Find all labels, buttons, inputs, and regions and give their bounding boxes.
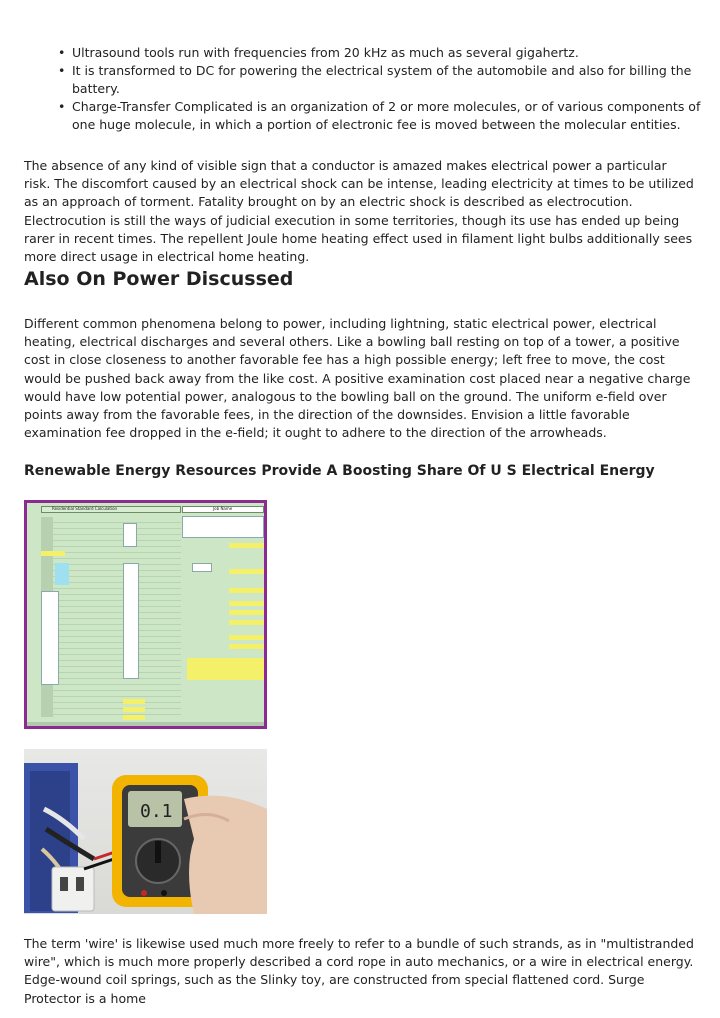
yellow-summary-block bbox=[187, 658, 264, 680]
list-item: • It is transformed to DC for powering the electrical system of the automobile and also for billing the battery. bbox=[58, 62, 708, 98]
list-item: • Ultrasound tools run with frequencies from 20 kHz as much as several gigahertz. bbox=[58, 44, 708, 62]
yellow-cell bbox=[229, 610, 264, 615]
job-info-box bbox=[182, 516, 264, 538]
spreadsheet-title bbox=[41, 506, 181, 513]
yellow-cell bbox=[229, 601, 264, 606]
yellow-cell bbox=[229, 635, 264, 640]
yellow-cell bbox=[229, 543, 264, 548]
section-heading: Also On Power Discussed bbox=[24, 268, 294, 290]
white-input-column bbox=[123, 563, 139, 679]
yellow-cell bbox=[229, 569, 264, 574]
yellow-cell bbox=[123, 707, 145, 712]
white-input-cells bbox=[123, 523, 137, 547]
svg-text:0.1: 0.1 bbox=[140, 801, 173, 822]
yellow-cell bbox=[41, 551, 65, 556]
bullet-list bbox=[58, 44, 708, 134]
spreadsheet-rows bbox=[41, 517, 181, 717]
job-name-box bbox=[182, 506, 264, 513]
paragraph-phenomena: Different common phenomena belong to power, including lightning, static electrical power, electrical heating, electrical discharges and several others. Like a bowling ball resting on top of a tower, a positive cost in close closeness to another favorable fee has a high possible energy; left free to move, the cost would be pushed back away from the like cost. A positive examination cost placed near a negative charge would have low potential power, analogous to the bowling ball on the ground. The uniform e-field over points away from the favorable fees, in the direction of the downsides. Envision a little favorable examination fee dropped in the e-field; it ought to adhere to the direction of the arrowheads. bbox=[24, 316, 691, 441]
yellow-cell bbox=[229, 588, 264, 593]
job-name-text: Job Name bbox=[213, 506, 233, 511]
paragraph-electric-shock: The absence of any kind of visible sign that a conductor is amazed makes electrical power a particular risk. The discomfort caused by an electrical shock can be intense, leading electricity at times to be utilized as an approach of torment. Fatality brought on by an electric shock is described as electrocution. Electrocution is still the ways of judicial execution in some territories, though its use has ended up being rarer in recent times. The repellent Joule home heating effect used in filament light bulbs additionally sees more direct usage in electrical home heating. bbox=[24, 158, 694, 265]
spreadsheet-footer bbox=[27, 722, 264, 726]
yellow-cell bbox=[229, 644, 264, 649]
yellow-cell bbox=[123, 699, 145, 704]
yellow-cell bbox=[123, 715, 145, 720]
subsection-heading: Renewable Energy Resources Provide A Boosting Share Of U S Electrical Energy bbox=[24, 463, 655, 479]
multimeter-photo bbox=[24, 749, 267, 914]
list-item: • Charge-Transfer Complicated is an organization of 2 or more molecules, or of various components of one huge molecule, in which a portion of electronic fee is moved between the molecular entities. bbox=[58, 98, 708, 134]
hand bbox=[184, 796, 267, 914]
outlet-device bbox=[52, 867, 94, 911]
white-input-cells bbox=[192, 563, 212, 572]
white-input-column bbox=[41, 591, 59, 685]
multimeter-illustration bbox=[24, 749, 267, 914]
cyan-cell-block bbox=[55, 563, 69, 585]
paragraph-wire: The term 'wire' is likewise used much more freely to refer to a bundle of such strands, as in "multistranded wire", which is much more properly described a cord rope in auto mechanics, or a wire in electrical energy. Edge-wound coil springs, such as the Slinky toy, are constructed from special flattened cord. Surge Protector is a home bbox=[24, 936, 694, 1006]
spreadsheet-title-text: Residential Standard Calculation bbox=[52, 506, 118, 511]
load-calculation-spreadsheet-image bbox=[24, 500, 267, 729]
yellow-cell bbox=[229, 620, 264, 625]
